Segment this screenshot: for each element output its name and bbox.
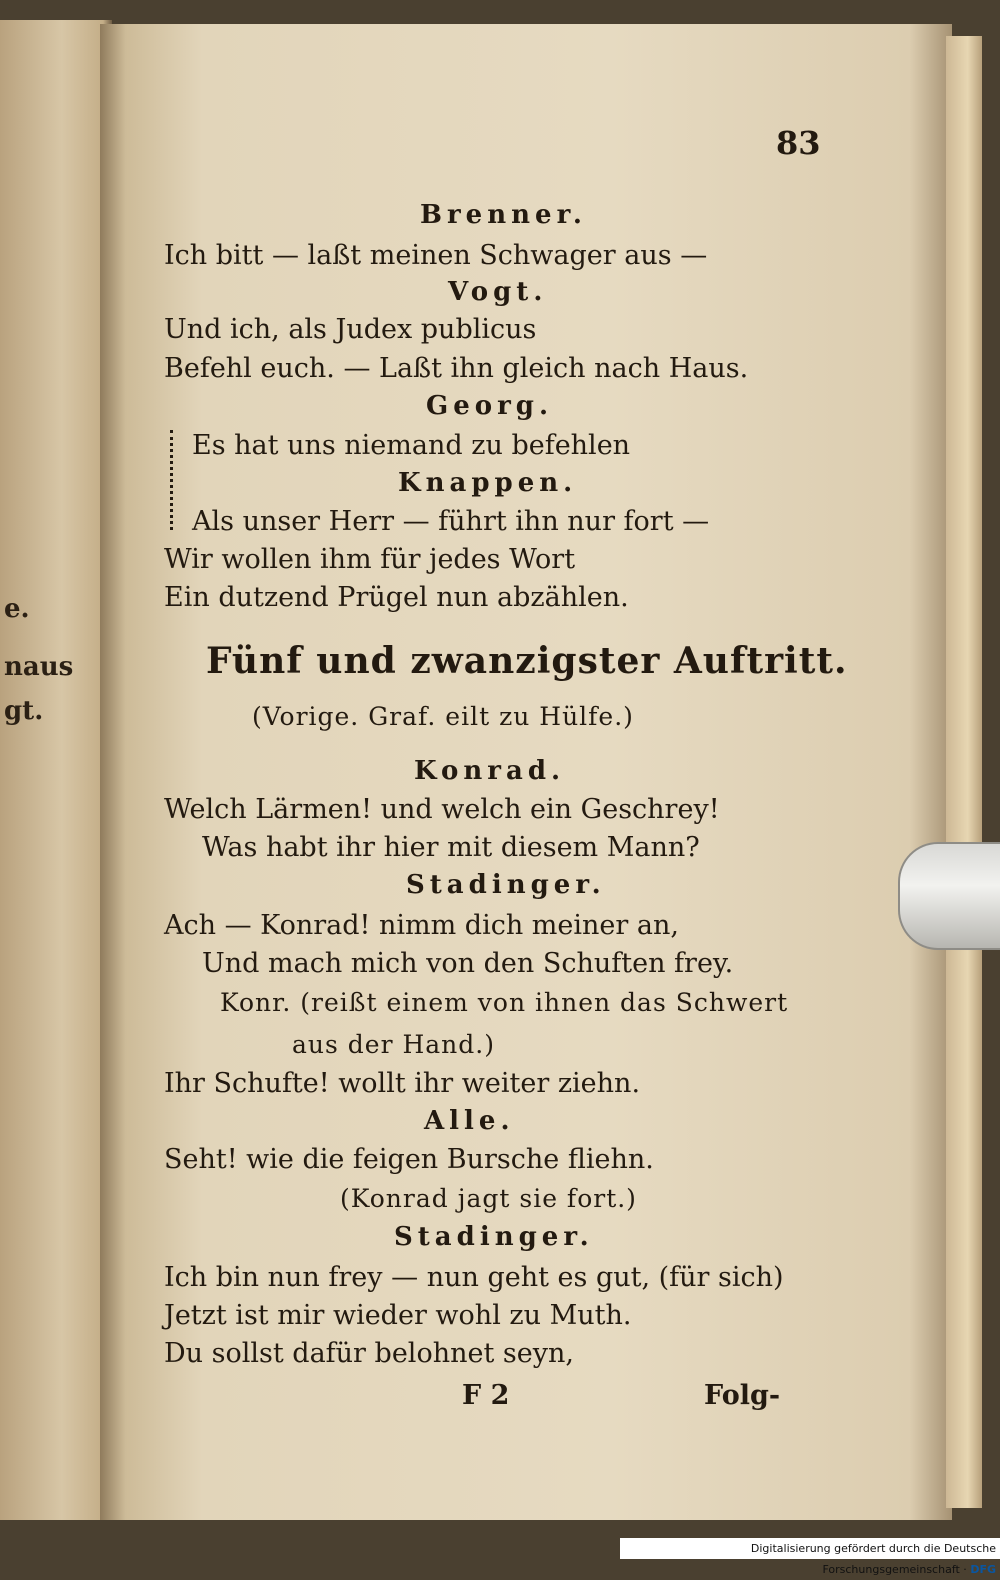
left-page-fragment: e. bbox=[4, 594, 30, 624]
footer-text: Digitalisierung gefördert durch die Deutsche Forschungsgemeinschaft · bbox=[750, 1542, 996, 1576]
verse-line: Ein dutzend Prügel nun abzählen. bbox=[164, 582, 629, 613]
left-page-fragment: naus bbox=[4, 652, 74, 682]
speaker-bracket bbox=[170, 430, 187, 530]
speaker-brenner: Brenner. bbox=[420, 200, 587, 230]
verse-line: Und mach mich von den Schuften frey. bbox=[202, 948, 734, 979]
signature-mark: F 2 bbox=[462, 1380, 510, 1411]
page-edge bbox=[946, 36, 982, 1508]
stage-direction: aus der Hand.) bbox=[292, 1030, 495, 1059]
verse-line: Ach — Konrad! nimm dich meiner an, bbox=[164, 910, 679, 941]
verse-line: Was habt ihr hier mit diesem Mann? bbox=[202, 832, 700, 863]
catchword: Folg- bbox=[704, 1380, 781, 1411]
verse-line: Ich bin nun frey — nun geht es gut, (für sich) bbox=[164, 1262, 784, 1293]
scene-heading: Fünf und zwanzigster Auftritt. bbox=[206, 640, 848, 682]
verse-line: Als unser Herr — führt ihn nur fort — bbox=[192, 506, 710, 537]
verse-line: Befehl euch. — Laßt ihn gleich nach Haus. bbox=[164, 353, 749, 384]
dfg-logo: DFG bbox=[970, 1563, 996, 1576]
speaker-georg: Georg. bbox=[426, 391, 554, 421]
verse-line: Ihr Schufte! wollt ihr weiter ziehn. bbox=[164, 1068, 641, 1099]
verse-line: Und ich, als Judex publicus bbox=[164, 314, 537, 345]
page-number: 83 bbox=[776, 124, 821, 162]
left-page-fragment: gt. bbox=[4, 696, 44, 726]
left-page bbox=[0, 20, 112, 1520]
stage-direction: (Konrad jagt sie fort.) bbox=[340, 1184, 637, 1213]
stage-direction: Konr. (reißt einem von ihnen das Schwert bbox=[220, 988, 789, 1017]
footer-credit bbox=[620, 1538, 1000, 1576]
verse-line: Du sollst dafür belohnet seyn, bbox=[164, 1338, 574, 1369]
verse-line: Welch Lärmen! und welch ein Geschrey! bbox=[164, 794, 720, 825]
speaker-alle: Alle. bbox=[424, 1106, 515, 1136]
verse-line: Jetzt ist mir wieder wohl zu Muth. bbox=[164, 1300, 632, 1331]
stage-direction: (Vorige. Graf. eilt zu Hülfe.) bbox=[252, 702, 634, 731]
speaker-konrad: Konrad. bbox=[414, 756, 566, 786]
speaker-vogt: Vogt. bbox=[448, 277, 548, 307]
speaker-stadinger: Stadinger. bbox=[394, 1222, 594, 1252]
book-clip bbox=[898, 842, 1000, 950]
verse-line: Es hat uns niemand zu befehlen bbox=[192, 430, 631, 461]
speaker-stadinger: Stadinger. bbox=[406, 870, 606, 900]
speaker-knappen: Knappen. bbox=[398, 468, 578, 498]
verse-line: Seht! wie die feigen Bursche fliehn. bbox=[164, 1144, 654, 1175]
verse-line: Wir wollen ihm für jedes Wort bbox=[164, 544, 576, 575]
verse-line: Ich bitt — laßt meinen Schwager aus — bbox=[164, 240, 708, 271]
